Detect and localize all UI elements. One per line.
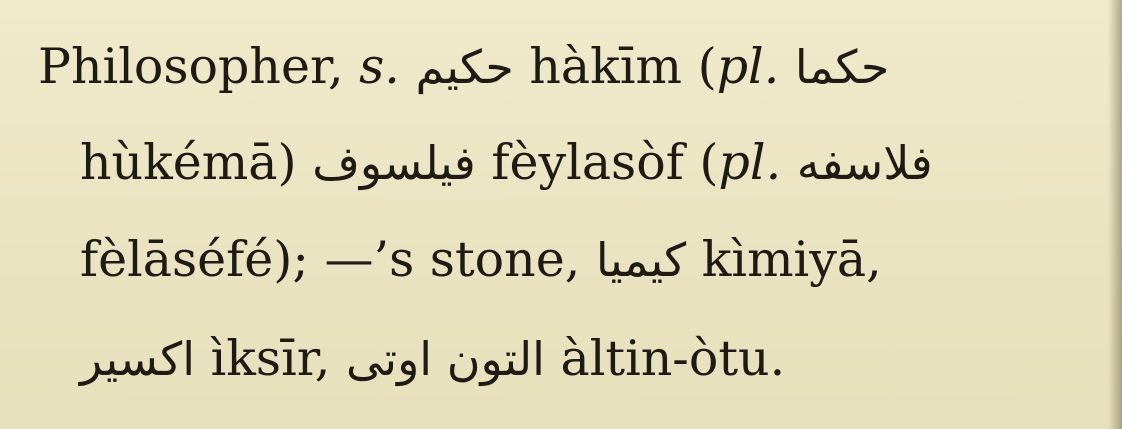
- arabic-word-kimiya: كيميا: [595, 233, 687, 287]
- entry-line-4: [80, 330, 786, 387]
- translit-iksir: ìksīr,: [210, 330, 331, 387]
- part-of-speech: s.: [359, 38, 400, 95]
- arabic-plural-felasefe: فلاسفه: [796, 136, 933, 190]
- translit-kimiya: kìmiyā,: [701, 231, 882, 288]
- open-paren: (: [699, 134, 719, 191]
- open-paren: (: [697, 38, 717, 95]
- translit-feylasof: fèylasòf: [491, 134, 684, 191]
- arabic-word-hakim: حكيم: [415, 40, 514, 94]
- plural-abbrev: pl.: [718, 134, 782, 191]
- arabic-word-altin-otu: التون اوتى: [345, 332, 545, 386]
- page-edge-shadow: [1108, 0, 1122, 429]
- plural-abbrev: pl.: [716, 38, 780, 95]
- phrase-philosophers-stone: —’s stone,: [324, 231, 581, 288]
- entry-line-2: [80, 134, 933, 191]
- translit-altin-otu: àltin-òtu.: [560, 330, 786, 387]
- entry-line-1: [38, 38, 890, 95]
- entry-line-3: [80, 231, 882, 288]
- translit-hukema: hùkémā): [80, 134, 297, 191]
- arabic-word-iksir: اكسير: [80, 332, 195, 386]
- translit-hakim: hàkīm: [529, 38, 682, 95]
- headword: Philosopher,: [38, 38, 344, 95]
- arabic-word-feylasof: فيلسوف: [312, 136, 476, 190]
- translit-felasefe: fèlāséfé);: [80, 231, 309, 288]
- arabic-plural-hukema: حكما: [794, 40, 890, 94]
